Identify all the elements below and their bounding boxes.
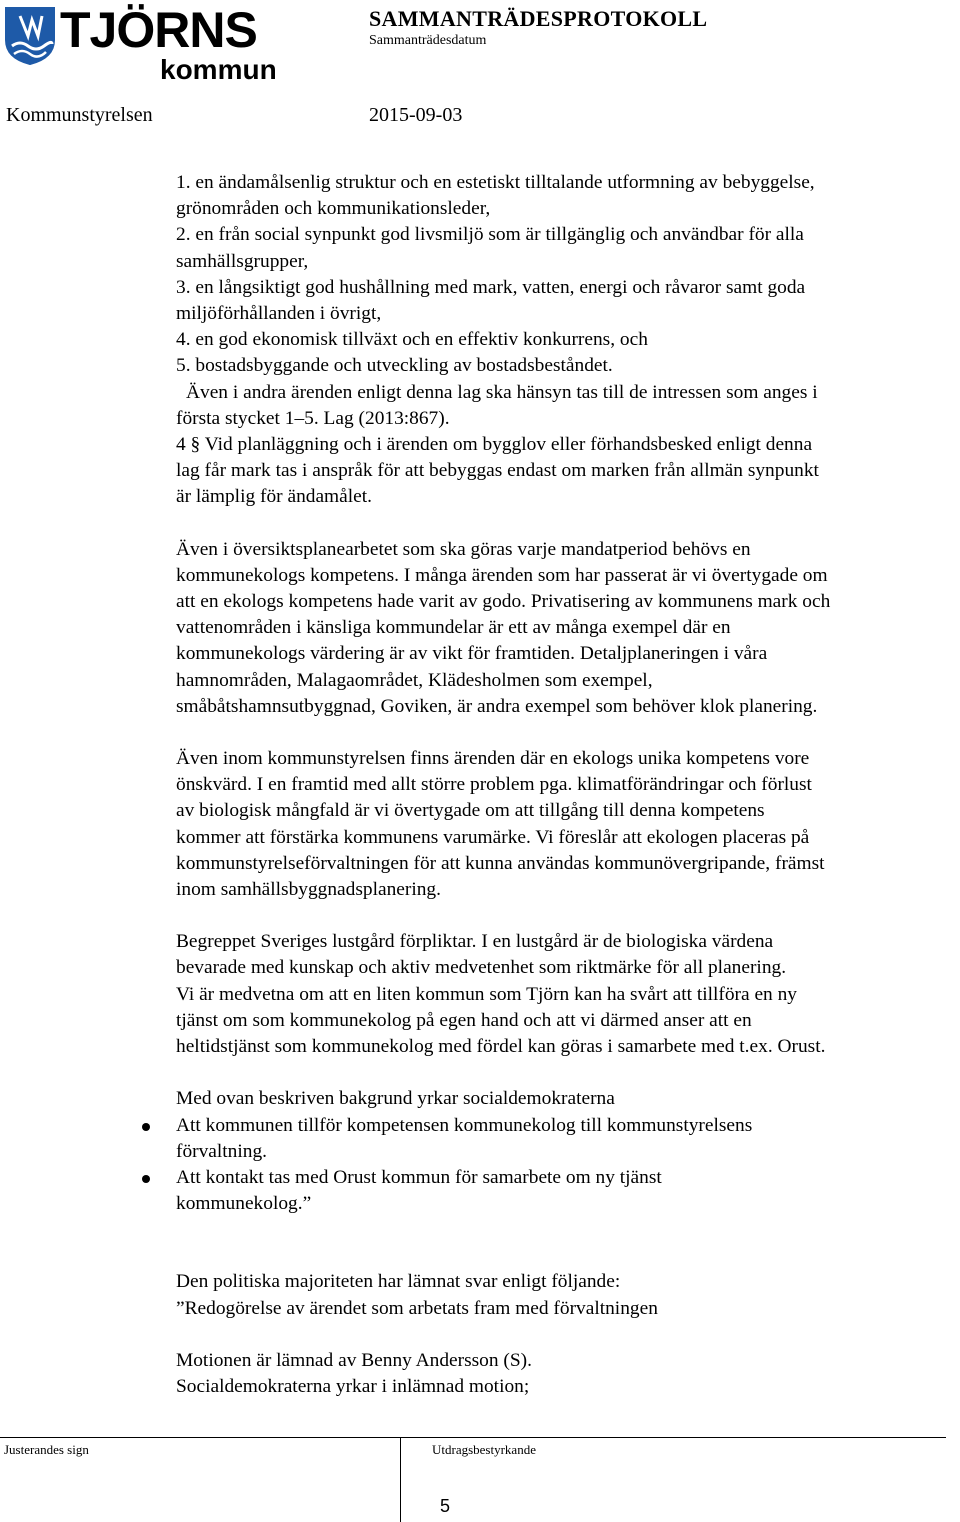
bullet-1-line-1: Att kommunen tillför kompetensen kommunekolog till kommunstyrelsens xyxy=(176,1114,753,1136)
numbered-item-3-line-2: miljöförhållanden i övrigt, xyxy=(176,303,382,325)
numbered-item-2-line-1: 2. en från social synpunkt god livsmiljö som är tillgänglig och användbar för alla xyxy=(176,224,804,246)
answer-line-2: ”Redogörelse av ärendet som arbetats fram med förvaltningen xyxy=(176,1297,658,1319)
bullet-icon xyxy=(142,1123,150,1131)
paragraph-3-line: Begreppet Sveriges lustgård förpliktar. I en lustgård är de biologiska värdena xyxy=(176,931,774,953)
document-title: SAMMANTRÄDESPROTOKOLL xyxy=(369,6,708,31)
numbered-item-1-line-1: 1. en ändamålsenlig struktur och en estetiskt tilltalande utformning av bebyggelse, xyxy=(176,172,815,193)
paragraph-3-line: heltidstjänst som kommunekolog med fördel kan göras i samarbete med t.ex. Orust. xyxy=(176,1036,826,1058)
numbered-item-3-line-1: 3. en långsiktigt god hushållning med mark, vatten, energi och råvaror samt goda xyxy=(176,276,806,298)
bullet-1-line-2: förvaltning. xyxy=(176,1140,268,1162)
paragraph-2-line: av biologisk mångfald är vi övertygade om att tillgång till denna kompetens xyxy=(176,800,765,822)
also-other-line-1: Även i andra ärenden enligt denna lag ska hänsyn tas till de intressen som anges i xyxy=(186,381,818,403)
paragraph-3-line: bevarade med kunskap och aktiv medvetenhet som riktmärke för all planering. xyxy=(176,957,787,979)
motion-line-2: Socialdemokraterna yrkar i inlämnad motion; xyxy=(176,1375,530,1397)
logo-wordmark: TJÖRNS xyxy=(60,2,257,58)
paragraph-1-line: kommunekologs värdering är av vikt för framtiden. Detaljplaneringen i våra xyxy=(176,643,768,665)
committee-name: Kommunstyrelsen xyxy=(6,104,153,126)
adjuster-signature-label: Justerandes sign xyxy=(4,1442,89,1457)
paragraph-1-line: småbåtshamnsutbyggnad, Goviken, är andra exempel som behöver klok planering. xyxy=(176,695,818,717)
numbered-item-1-line-2: grönområden och kommunikationsleder, xyxy=(176,198,491,220)
paragraph-2-line: Även inom kommunstyrelsen finns ärenden där en ekologs unika kompetens vore xyxy=(176,748,810,770)
paragraph-1-line: Även i översiktsplanearbetet som ska göras varje mandatperiod behövs en xyxy=(176,538,751,560)
section-4-line-1: 4 § Vid planläggning och i ärenden om bygglov eller förhandsbesked enligt denna xyxy=(176,434,813,456)
paragraph-2-line: kommunstyrelseförvaltningen för att kunna användas kommunövergripande, främst xyxy=(176,852,825,874)
paragraph-1-line: hamnområden, Malagaområdet, Klädesholmen som exempel, xyxy=(176,669,653,691)
meeting-date: 2015-09-03 xyxy=(369,104,463,126)
bullet-2-line-1: Att kontakt tas med Orust kommun för samarbete om ny tjänst xyxy=(176,1166,662,1188)
proposal-bullet xyxy=(108,1113,946,1165)
paragraph-2-line: inom samhällsbyggnadsplanering. xyxy=(176,879,441,901)
footer-divider xyxy=(0,1437,946,1438)
coat-of-arms-icon xyxy=(4,6,56,66)
bullet-icon xyxy=(142,1175,150,1183)
numbered-item-4: 4. en god ekonomisk tillväxt och en effektiv konkurrens, och xyxy=(176,329,648,351)
section-4-line-2: lag får mark tas i anspråk för att bebyggas endast om marken från allmän synpunkt xyxy=(176,460,819,482)
paragraph-3-line: Vi är medvetna om att en liten kommun som Tjörn kan ha svårt att tillföra en ny xyxy=(176,983,797,1005)
section-4-line-3: är lämplig för ändamålet. xyxy=(176,486,372,508)
numbered-item-2-line-2: samhällsgrupper, xyxy=(176,250,309,272)
paragraph-1-line: vattenområden i känsliga kommundelar är ett av många exempel där en xyxy=(176,617,731,639)
paragraph-1-line: att en ekologs kompetens hade varit av godo. Privatisering av kommunens mark och xyxy=(176,591,831,613)
footer-column-divider xyxy=(400,1437,401,1522)
municipality-logo xyxy=(0,0,277,90)
numbered-item-5: 5. bostadsbyggande och utveckling av bostadsbeståndet. xyxy=(176,355,613,377)
also-other-line-2: första stycket 1–5. Lag (2013:867). xyxy=(176,407,450,429)
paragraph-1-line: kommunekologs kompetens. I många ärenden som har passerat är vi övertygade om xyxy=(176,564,828,586)
proposal-bullet xyxy=(108,1165,946,1217)
proposal-intro: Med ovan beskriven bakgrund yrkar socialdemokraterna xyxy=(176,1088,615,1110)
answer-line-1: Den politiska majoriteten har lämnat svar enligt följande: xyxy=(176,1271,621,1293)
logo-subtitle: kommun xyxy=(160,54,277,85)
paragraph-2-line: önskvärd. I en framtid med allt större problem pga. klimatförändringar och förlust xyxy=(176,774,812,796)
document-body xyxy=(176,170,946,1400)
paragraph-3-line: tjänst om som kommunekolog på egen hand och att vi därmed anser att en xyxy=(176,1009,752,1031)
meeting-date-label: Sammanträdesdatum xyxy=(369,33,487,48)
paragraph-2-line: kommer att förstärka kommunens varumärke. Vi föreslår att ekologen placeras på xyxy=(176,826,810,848)
page-number: 5 xyxy=(440,1496,451,1516)
bullet-2-line-2: kommunekolog.” xyxy=(176,1193,312,1215)
motion-line-1: Motionen är lämnad av Benny Andersson (S). xyxy=(176,1349,532,1371)
extract-certification-label: Utdragsbestyrkande xyxy=(432,1442,536,1457)
